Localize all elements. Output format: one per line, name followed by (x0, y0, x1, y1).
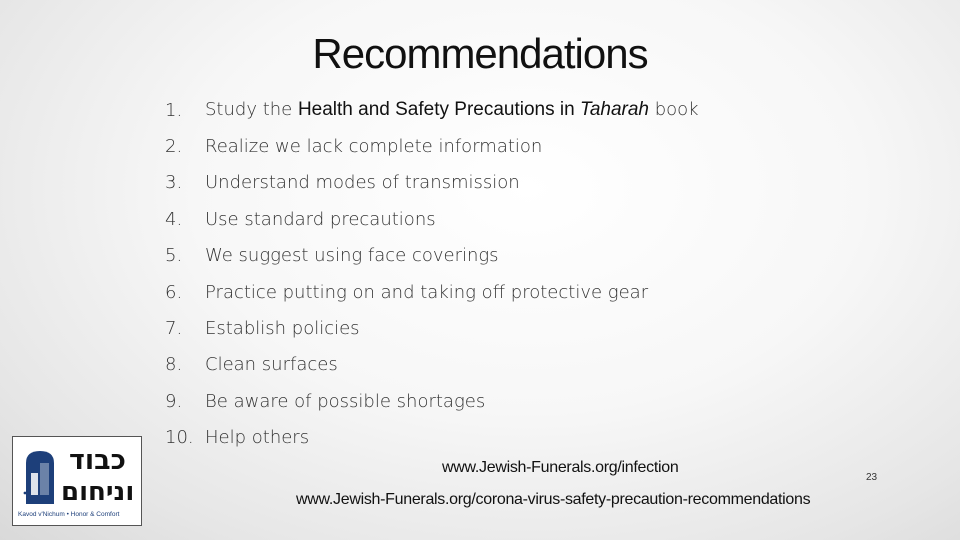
list-item-text (205, 99, 699, 121)
list-item (165, 420, 699, 456)
list-item (165, 92, 699, 128)
logo-tagline: Kavod v'Nichum • Honor & Comfort (18, 511, 120, 518)
list-item-number: 9. (165, 390, 183, 412)
list-item-text: Help others (205, 427, 310, 449)
list-item-number: 5. (165, 245, 183, 267)
infection-link[interactable]: www.Jewish-Funerals.org/infection (442, 459, 679, 476)
list-item (165, 201, 699, 237)
list-item (165, 347, 699, 383)
list-item (165, 165, 699, 201)
list-item-number: 3. (165, 172, 183, 194)
list-item-text: Establish policies (205, 318, 360, 340)
list-item-text-suffix: book (649, 99, 699, 121)
list-item-text-prefix: Study the (205, 99, 298, 121)
list-item-number: 2. (165, 136, 183, 158)
list-item-number: 6. (165, 281, 183, 303)
list-item (165, 128, 699, 164)
book-title-part: Health and Safety Precautions in (297, 99, 580, 121)
list-item-number: 7. (165, 318, 183, 340)
list-item-text: Understand modes of transmission (205, 172, 520, 194)
list-item (165, 274, 699, 310)
door-icon (23, 449, 57, 505)
recommendations-list (165, 92, 699, 456)
kavod-vnichum-logo (12, 436, 142, 526)
page-number: 23 (866, 472, 878, 483)
list-item-text: Use standard precautions (205, 208, 436, 230)
book-title-italic: Taharah (579, 99, 649, 121)
logo-hebrew-line1: כבוד (69, 445, 126, 476)
corona-recommendations-link[interactable]: www.Jewish-Funerals.org/corona-virus-safety-precaution-recommendations (296, 491, 811, 508)
list-item (165, 238, 699, 274)
list-item-number: 1. (165, 99, 183, 121)
list-item-number: 4. (165, 208, 183, 230)
list-item-text: Be aware of possible shortages (205, 390, 486, 412)
list-item-number: 10. (165, 427, 194, 449)
list-item-text: Practice putting on and taking off protective gear (205, 281, 649, 303)
slide-title: Recommendations (312, 30, 648, 77)
list-item (165, 383, 699, 419)
logo-hebrew-line2: וניחום (61, 477, 135, 507)
list-item-text: Realize we lack complete information (205, 136, 543, 158)
list-item-number: 8. (165, 354, 183, 376)
list-item (165, 310, 699, 346)
list-item-text: Clean surfaces (205, 354, 338, 376)
list-item-text: We suggest using face coverings (205, 245, 499, 267)
